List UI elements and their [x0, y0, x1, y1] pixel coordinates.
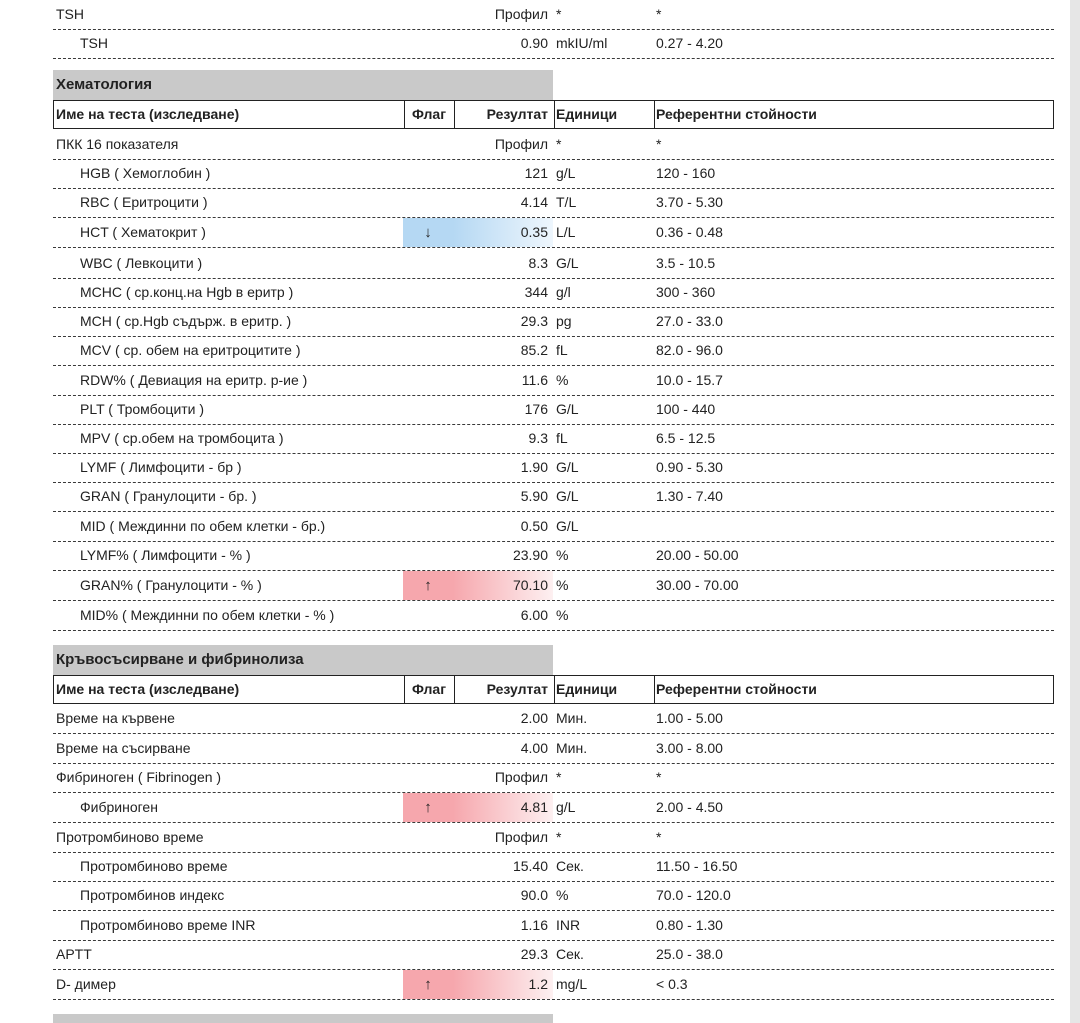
test-unit: Сек. [556, 946, 584, 962]
test-result: 90.0 [520, 887, 548, 903]
table-row [53, 763, 1054, 793]
header-flag: Флаг [411, 106, 447, 122]
test-name: GRAN% ( Гранулоцити - % ) [80, 577, 262, 593]
table-row [53, 601, 1054, 631]
test-unit: g/L [556, 165, 576, 181]
test-name: TSH [80, 35, 108, 51]
test-name: Протромбиново време [56, 829, 204, 845]
test-reference: 0.36 - 0.48 [656, 224, 723, 240]
test-name: Време на съсирване [56, 740, 191, 756]
test-result: 5.90 [520, 488, 548, 504]
test-name: APTT [56, 946, 92, 962]
test-name: HGB ( Хемоглобин ) [80, 165, 211, 181]
test-name: WBC ( Левкоцити ) [80, 255, 203, 271]
test-reference: 20.00 - 50.00 [656, 547, 739, 563]
test-result: 4.81 [520, 799, 548, 815]
test-unit: Сек. [556, 858, 584, 874]
table-row [53, 130, 1054, 160]
test-unit: G/L [556, 459, 579, 475]
test-result: 1.90 [520, 459, 548, 475]
test-unit: G/L [556, 488, 579, 504]
test-result: 176 [524, 401, 548, 417]
test-reference: 1.00 - 5.00 [656, 710, 723, 726]
test-result: 15.40 [512, 858, 548, 874]
test-result: 344 [524, 284, 548, 300]
table-header [53, 100, 1054, 129]
section-title-coagulation: Кръвосъсирване и фибринолиза [53, 645, 553, 675]
table-header [53, 675, 1054, 704]
table-row [53, 307, 1054, 337]
test-result: 11.6 [521, 372, 548, 388]
test-result: 2.00 [520, 710, 548, 726]
header-test-name: Име на теста (изследване) [56, 681, 240, 697]
test-name: RBC ( Еритроцити ) [80, 194, 208, 210]
test-unit: % [556, 577, 569, 593]
test-result: 8.3 [528, 255, 548, 271]
test-name: LYMF ( Лимфоцити - бр ) [80, 459, 242, 475]
header-result: Резултат [486, 681, 548, 697]
test-reference: 100 - 440 [656, 401, 716, 417]
test-reference: 10.0 - 15.7 [656, 372, 723, 388]
test-unit: L/L [556, 224, 576, 240]
test-name: MID% ( Междинни по обем клетки - % ) [80, 607, 335, 623]
test-reference: 2.00 - 4.50 [656, 799, 723, 815]
section-title-hematology: Хематология [53, 70, 553, 100]
test-reference: * [656, 769, 662, 785]
test-unit: mkIU/ml [556, 35, 608, 51]
test-name: LYMF% ( Лимфоцити - % ) [80, 547, 251, 563]
test-result: 29.3 [520, 946, 548, 962]
test-name: Протромбиново време [80, 858, 228, 874]
table-row [53, 29, 1054, 59]
test-result: 1.2 [528, 976, 548, 992]
test-reference: 0.90 - 5.30 [656, 459, 723, 475]
table-row [53, 188, 1054, 218]
test-reference: 300 - 360 [656, 284, 716, 300]
test-reference: 120 - 160 [656, 165, 716, 181]
test-result: 1.16 [520, 917, 548, 933]
table-row [53, 823, 1054, 853]
table-row [53, 793, 1054, 823]
test-reference: 3.5 - 10.5 [656, 255, 716, 271]
test-reference: 11.50 - 16.50 [656, 858, 738, 874]
test-name: D- димер [56, 976, 116, 992]
table-row [53, 970, 1054, 1000]
test-result: 0.90 [520, 35, 548, 51]
header-reference: Референтни стойности [656, 106, 817, 122]
test-reference: 0.27 - 4.20 [656, 35, 723, 51]
test-result: 0.35 [520, 224, 548, 240]
test-name: RDW% ( Девиация на еритр. р-ие ) [80, 372, 308, 388]
table-row [53, 881, 1054, 911]
table-row [53, 366, 1054, 396]
test-unit: * [556, 769, 562, 785]
next-section-bar [53, 1014, 553, 1023]
test-reference: 70.0 - 120.0 [656, 887, 731, 903]
test-result: Профил [494, 769, 548, 785]
table-row [53, 734, 1054, 764]
test-result: Профил [494, 829, 548, 845]
table-row [53, 704, 1054, 734]
table-row [53, 424, 1054, 454]
test-unit: mg/L [556, 976, 588, 992]
arrow-up-icon: ↑ [424, 577, 432, 594]
test-result: 70.10 [512, 577, 548, 593]
test-name: Фибриноген [80, 799, 158, 815]
table-row [53, 395, 1054, 425]
test-unit: * [556, 829, 562, 845]
test-name: Време на кървене [56, 710, 175, 726]
test-unit: g/L [556, 799, 576, 815]
test-unit: * [556, 6, 562, 22]
test-reference: 25.0 - 38.0 [656, 946, 723, 962]
test-name: MCHC ( ср.конц.на Hgb в еритр ) [80, 284, 294, 300]
table-row [53, 541, 1054, 571]
test-name: PLT ( Тромбоцити ) [80, 401, 205, 417]
table-row [53, 512, 1054, 542]
page-edge [1070, 0, 1080, 1023]
test-reference: 6.5 - 12.5 [656, 430, 716, 446]
table-row [53, 218, 1054, 248]
test-reference: 0.80 - 1.30 [656, 917, 723, 933]
test-result: Профил [494, 6, 548, 22]
test-result: 9.3 [528, 430, 548, 446]
test-result: 85.2 [520, 342, 548, 358]
arrow-up-icon: ↑ [424, 799, 432, 816]
test-unit: * [556, 136, 562, 152]
test-unit: fL [556, 430, 568, 446]
test-unit: g/l [556, 284, 571, 300]
test-name: TSH [56, 6, 84, 22]
test-result: 0.50 [520, 518, 548, 534]
table-row [53, 249, 1054, 279]
test-unit: G/L [556, 518, 579, 534]
test-result: 4.00 [520, 740, 548, 756]
test-name: MCH ( ср.Hgb съдърж. в еритр. ) [80, 313, 292, 329]
table-row [53, 911, 1054, 941]
test-reference: 27.0 - 33.0 [656, 313, 723, 329]
table-row [53, 482, 1054, 512]
test-name: MID ( Междинни по обем клетки - бр.) [80, 518, 326, 534]
test-unit: G/L [556, 255, 579, 271]
test-unit: G/L [556, 401, 579, 417]
test-name: Фибриноген ( Fibrinogen ) [56, 769, 222, 785]
header-test-name: Име на теста (изследване) [56, 106, 240, 122]
header-units: Единици [556, 681, 618, 697]
header-units: Единици [556, 106, 618, 122]
test-result: Профил [494, 136, 548, 152]
test-unit: % [556, 607, 569, 623]
test-result: 121 [524, 165, 548, 181]
test-unit: T/L [556, 194, 577, 210]
test-name: MPV ( ср.обем на тромбоцита ) [80, 430, 284, 446]
test-reference: * [656, 136, 662, 152]
test-reference: < 0.3 [656, 976, 688, 992]
test-reference: 3.00 - 8.00 [656, 740, 723, 756]
test-name: Протромбинов индекс [80, 887, 225, 903]
table-row [53, 336, 1054, 366]
test-unit: pg [556, 313, 572, 329]
test-name: GRAN ( Гранулоцити - бр. ) [80, 488, 257, 504]
test-unit: % [556, 887, 569, 903]
test-unit: INR [556, 917, 581, 933]
test-result: 23.90 [512, 547, 548, 563]
test-unit: % [556, 372, 569, 388]
arrow-down-icon: ↓ [424, 224, 432, 241]
test-unit: Мин. [556, 740, 588, 756]
table-row [53, 852, 1054, 882]
header-result: Резултат [486, 106, 548, 122]
test-name: HCT ( Хематокрит ) [80, 224, 206, 240]
table-row [53, 571, 1054, 601]
test-unit: % [556, 547, 569, 563]
test-reference: * [656, 6, 662, 22]
test-name: Протромбиново време INR [80, 917, 256, 933]
header-flag: Флаг [411, 681, 447, 697]
table-row [53, 453, 1054, 483]
header-reference: Референтни стойности [656, 681, 817, 697]
test-reference: 30.00 - 70.00 [656, 577, 739, 593]
table-row [53, 278, 1054, 308]
test-reference: * [656, 829, 662, 845]
test-reference: 3.70 - 5.30 [656, 194, 723, 210]
table-row [53, 940, 1054, 970]
test-result: 4.14 [520, 194, 548, 210]
test-reference: 1.30 - 7.40 [656, 488, 723, 504]
test-unit: fL [556, 342, 568, 358]
test-name: ПКК 16 показателя [56, 136, 179, 152]
test-result: 29.3 [520, 313, 548, 329]
test-result: 6.00 [520, 607, 548, 623]
arrow-up-icon: ↑ [424, 976, 432, 993]
test-reference: 82.0 - 96.0 [656, 342, 723, 358]
test-unit: Мин. [556, 710, 588, 726]
table-row [53, 0, 1054, 30]
table-row [53, 159, 1054, 189]
test-name: MCV ( ср. обем на еритроцитите ) [80, 342, 301, 358]
